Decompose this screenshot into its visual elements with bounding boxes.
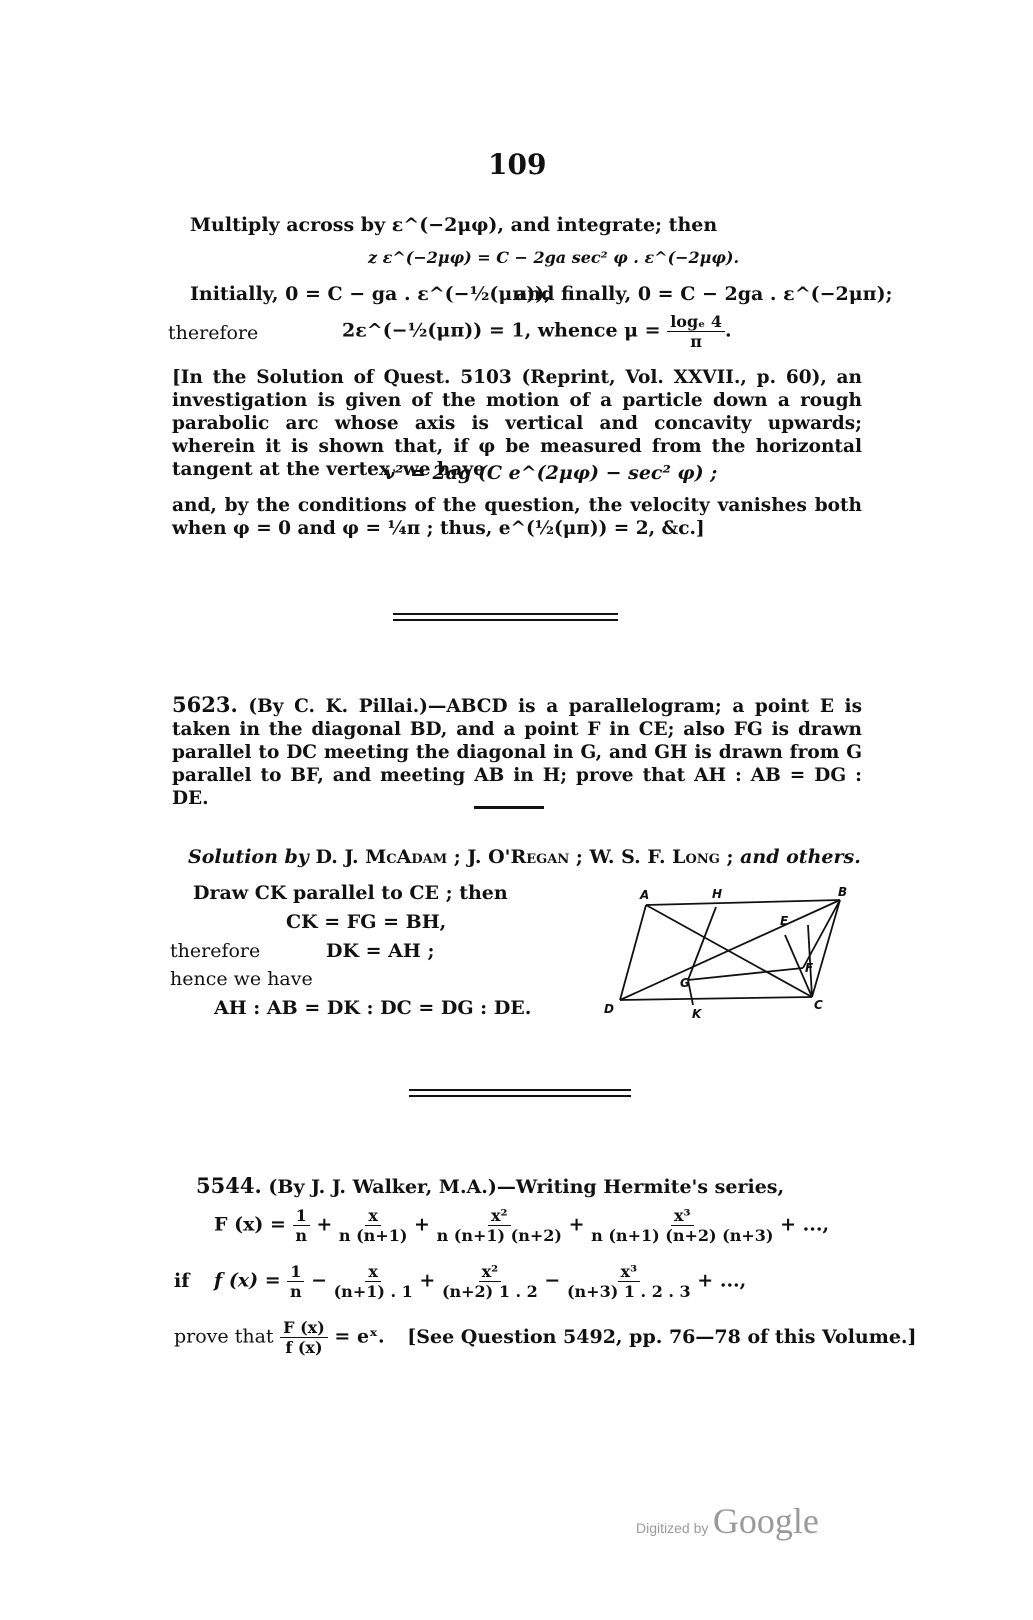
prove-word: prove that (174, 1325, 274, 1348)
denominator: n (n+1) (n+2) (436, 1226, 562, 1245)
numerator: logₑ 4 (667, 312, 725, 332)
question-number: 5544. (196, 1173, 262, 1198)
equation: Initially, 0 = C − ga . ε^(−½(μπ)), (190, 283, 551, 305)
denominator: n (n+1) (338, 1226, 408, 1245)
denominator: (n+1) . 1 (333, 1282, 413, 1301)
numerator: 1 (293, 1206, 310, 1226)
label-k: K (692, 1007, 702, 1021)
note-paragraph: [In the Solution of Quest. 5103 (Reprint, Vol. XXVII., p. 60), an investigation is given of the motion of a particle down a rough parabolic arc whose axis is vertical and concavity upwards; wherein it is shown that, if φ be measured from the horizontal tangent at the vertex, we have (172, 367, 862, 480)
divider (393, 613, 618, 615)
term (591, 1206, 773, 1245)
numerator: x² (479, 1262, 502, 1282)
equation: v² = 2ag (C e^(2μφ) − sec² φ) ; (384, 462, 718, 484)
term (287, 1262, 304, 1301)
term (567, 1262, 691, 1301)
lhs: f (x) = (214, 1269, 281, 1292)
equation-part: 2ε^(−½(μπ)) = 1, whence μ = (342, 319, 661, 342)
operator: + (568, 1213, 585, 1236)
solution-line: AH : AB = DK : DC = DG : DE. (214, 997, 532, 1019)
solution-line: Draw CK parallel to CE ; then (193, 882, 508, 904)
reference: [See Question 5492, pp. 76—78 of this Volume.] (407, 1325, 917, 1348)
label-a: A (640, 888, 650, 902)
divider (474, 806, 544, 809)
term (293, 1206, 310, 1245)
numerator: x³ (618, 1262, 641, 1282)
digitized-label: Digitized by (636, 1520, 709, 1536)
digitized-by-watermark (636, 1500, 819, 1542)
label-b: B (838, 885, 848, 899)
equation: 2ε^(−½(μπ)) = 1, whence μ = $\frac{\text{logₑ 4}}{\pi}$ . (342, 312, 732, 351)
page-number: 109 (488, 148, 547, 181)
prove-line (174, 1318, 917, 1357)
ratio (280, 1318, 328, 1357)
numerator: x³ (671, 1206, 694, 1226)
numerator: x² (488, 1206, 511, 1226)
solution-line: DK = AH ; (326, 940, 435, 962)
tail: + ..., (697, 1269, 747, 1292)
label-d: D (604, 1002, 614, 1016)
solution-line: therefore (170, 940, 261, 962)
denominator: n (n+1) (n+2) (n+3) (591, 1226, 774, 1245)
label-c: C (814, 998, 823, 1012)
rhs: = eˣ. (334, 1325, 385, 1348)
solution-label: Solution by (188, 846, 309, 868)
question-number: 5623. (172, 692, 238, 717)
operator: + (419, 1269, 436, 1292)
numerator: F (x) (280, 1318, 328, 1338)
equation: and finally, 0 = C − 2ga . ε^(−2μπ); (515, 283, 893, 305)
divider (409, 1095, 631, 1097)
term (334, 1262, 413, 1301)
label-e: E (780, 914, 789, 928)
term (437, 1206, 562, 1245)
denominator: n (290, 1282, 302, 1301)
label-f: F (805, 961, 814, 975)
parallelogram-figure (590, 880, 870, 1030)
and-others: and others. (740, 846, 861, 868)
denominator: π (690, 332, 702, 351)
numerator: x (365, 1262, 381, 1282)
google-logo: Google (712, 1501, 819, 1541)
denominator: f (x) (285, 1338, 323, 1357)
equation-f (174, 1262, 746, 1301)
text-line: therefore (168, 322, 259, 344)
denominator: (n+2) 1 . 2 (441, 1282, 538, 1301)
divider (393, 619, 618, 621)
label-g: G (680, 976, 690, 990)
denominator: n (295, 1226, 307, 1245)
term (442, 1262, 538, 1301)
question-text: (By J. J. Walker, M.A.)—Writing Hermite's series, (268, 1176, 785, 1198)
operator: − (311, 1269, 327, 1292)
solution-line: CK = FG = BH, (286, 911, 447, 933)
operator: + (316, 1213, 333, 1236)
note-tail: and, by the conditions of the question, the velocity vanishes both when φ = 0 and φ = ¼π ; thus, e^(½(μπ)) = 2, &c.] (172, 495, 862, 539)
numerator: 1 (287, 1262, 304, 1282)
if-word: if (174, 1269, 190, 1292)
question-5544-heading (196, 1173, 784, 1198)
solution-heading (188, 846, 861, 868)
tail: + ..., (780, 1213, 830, 1236)
equation-F (214, 1206, 829, 1245)
equation: z ε^(−2μφ) = C − 2ga sec² φ . ε^(−2μφ). (368, 248, 740, 267)
solvers: D. J. McAdam ; J. O'Regan ; W. S. F. Long ; (315, 846, 734, 868)
operator: − (544, 1269, 561, 1292)
label-h: H (712, 887, 723, 901)
solution-line: hence we have (170, 968, 313, 990)
denominator: (n+3) 1 . 2 . 3 (566, 1282, 691, 1301)
numerator: x (365, 1206, 381, 1226)
fraction (667, 312, 725, 351)
text-line: Multiply across by ε^(−2μφ), and integrate; then (190, 214, 718, 236)
question-5623 (172, 693, 862, 810)
operator: + (414, 1213, 430, 1236)
question-text: (By C. K. Pillai.)—ABCD is a parallelogram; a point E is taken in the diagonal BD, and a point F in CE; also FG is drawn parallel to DC meeting the diagonal in G, and GH is drawn from G parallel to BF, and meeting AB in H; prove that AH : AB = DG : DE. (172, 696, 862, 809)
term (339, 1206, 408, 1245)
divider (409, 1089, 631, 1091)
lhs: F (x) = (214, 1213, 286, 1236)
